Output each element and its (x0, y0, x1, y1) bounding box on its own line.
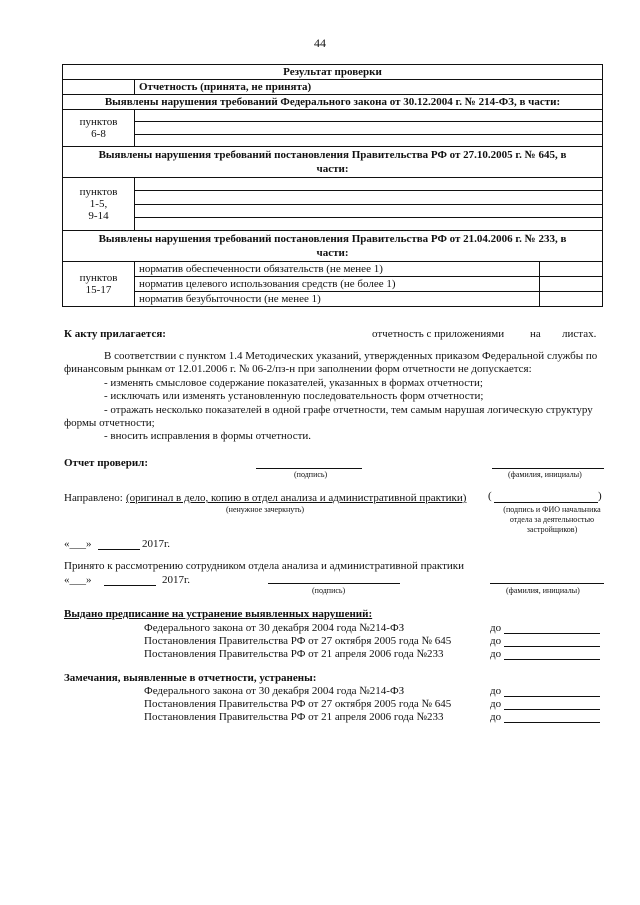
sent-label: Направлено: (64, 492, 123, 504)
chief-signature-line (494, 502, 598, 503)
result-title: Результат проверки (63, 65, 603, 80)
section2-header: Выявлены нарушения требований постановления Правительства РФ от 27.10.2005 г. № 645, в части: (63, 147, 603, 178)
notice-intro: В соответствии с пунктом 1.4 Методических указаний, утвержденных приказом Федеральной службы по (104, 350, 598, 362)
remarks-until: до (490, 698, 502, 710)
checked-label: Отчет проверил: (64, 457, 148, 469)
section2-line (135, 178, 603, 191)
order-until: до (490, 635, 502, 647)
report-status: Отчетность (принята, не принята) (135, 80, 603, 95)
remarks-until-line (504, 696, 600, 697)
remarks-item: Федерального закона от 30 декабря 2004 года №214-ФЗ (144, 685, 405, 697)
remarks-until: до (490, 685, 502, 697)
remarks-until-line (504, 722, 600, 723)
chief-caption-l1: (подпись и ФИО начальника (503, 505, 601, 514)
result-table (62, 64, 603, 307)
notice-item: - исключать или изменять установленную последовательность форм отчетности; (104, 390, 484, 402)
name-caption: (фамилия, инициалы) (508, 470, 582, 479)
notice-item-cont: формы отчетности; (64, 417, 155, 429)
paren-close: ) (598, 490, 602, 502)
section1-line (135, 110, 603, 122)
chief-caption-l3: застройщиков) (526, 525, 578, 534)
notice-item: - отражать несколько показателей в одной графе отчетности, тем самым нарушая логическую структуру (104, 404, 593, 416)
remarks-item: Постановления Правительства РФ от 21 апреля 2006 года №233 (144, 711, 444, 723)
signature-line (256, 468, 362, 469)
notice-item: - вносить исправления в формы отчетности. (104, 430, 312, 442)
section2-line (135, 217, 603, 230)
chief-caption-l2: отдела за деятельностью (509, 515, 595, 524)
order-until-line (504, 633, 600, 634)
sent-value: (оригинал в дело, копию в отдел анализа и административной практики) (126, 492, 467, 504)
order-until-line (504, 659, 600, 660)
norm-value-cell (540, 292, 603, 307)
attachment-label: К акту прилагается: (64, 328, 166, 340)
section2-line (135, 191, 603, 204)
remarks-title: Замечания, выявленные в отчетности, устранены: (64, 672, 317, 684)
order-item: Постановления Правительства РФ от 21 апреля 2006 года №233 (144, 648, 444, 660)
order-item: Федерального закона от 30 декабря 2004 года №214-ФЗ (144, 622, 405, 634)
remarks-until: до (490, 711, 502, 723)
order-title: Выдано предписание на устранение выявленных нарушений: (64, 608, 373, 620)
order-item: Постановления Правительства РФ от 27 октября 2005 года № 645 (144, 635, 452, 647)
remarks-until-line (504, 709, 600, 710)
norm-row: норматив безубыточности (не менее 1) (135, 292, 540, 307)
order-until-line (504, 646, 600, 647)
remarks-item: Постановления Правительства РФ от 27 октября 2005 года № 645 (144, 698, 452, 710)
section1-header: Выявлены нарушения требований Федерального закона от 30.12.2004 г. № 214-ФЗ, в части: (63, 95, 603, 110)
date2-month-line (104, 585, 156, 586)
section3-points: пунктов 15-17 (63, 262, 135, 307)
section1-line (135, 134, 603, 146)
norm-value-cell (540, 277, 603, 292)
accepted-signature-line (268, 583, 400, 584)
section1-points: пунктов 6-8 (63, 110, 135, 147)
section1-line (135, 122, 603, 134)
name-line (492, 468, 604, 469)
attachment-text: отчетность с приложениями (372, 328, 505, 340)
attachment-sheets: листах. (562, 328, 597, 340)
date-month-line (98, 549, 140, 550)
section3-header: Выявлены нарушения требований постановления Правительства РФ от 21.04.2006 г. № 233, в части: (63, 231, 603, 262)
attachment-on: на (530, 328, 541, 340)
order-until: до (490, 622, 502, 634)
norm-row: норматив целевого использования средств (не более 1) (135, 277, 540, 292)
page-number: 44 (314, 36, 326, 50)
sent-caption: (ненужное зачеркнуть) (226, 505, 305, 514)
paren-open: ( (488, 490, 492, 502)
notice-intro-cont: финансовым рынкам от 12.01.2006 г. № 06-2/пз-н при заполнении форм отчетности не допускается: (64, 363, 532, 375)
accepted-sign-caption: (подпись) (312, 586, 346, 595)
norm-value-cell (540, 262, 603, 277)
section2-line (135, 204, 603, 217)
signature-caption: (подпись) (294, 470, 328, 479)
section2-points: пунктов 1-5, 9-14 (63, 178, 135, 231)
order-until: до (490, 648, 502, 660)
accepted-name-line (490, 583, 604, 584)
norm-row: норматив обеспеченности обязательств (не менее 1) (135, 262, 540, 277)
date2-day: «___» (64, 574, 92, 586)
notice-item: - изменять смысловое содержание показателей, указанных в формах отчетности; (104, 377, 483, 389)
accepted-name-caption: (фамилия, инициалы) (506, 586, 580, 595)
date-day: «___» (64, 538, 92, 550)
accepted-label: Принято к рассмотрению сотрудником отдела анализа и административной практики (64, 560, 464, 572)
date-year: 2017г. (142, 538, 171, 550)
date2-year: 2017г. (162, 574, 191, 586)
